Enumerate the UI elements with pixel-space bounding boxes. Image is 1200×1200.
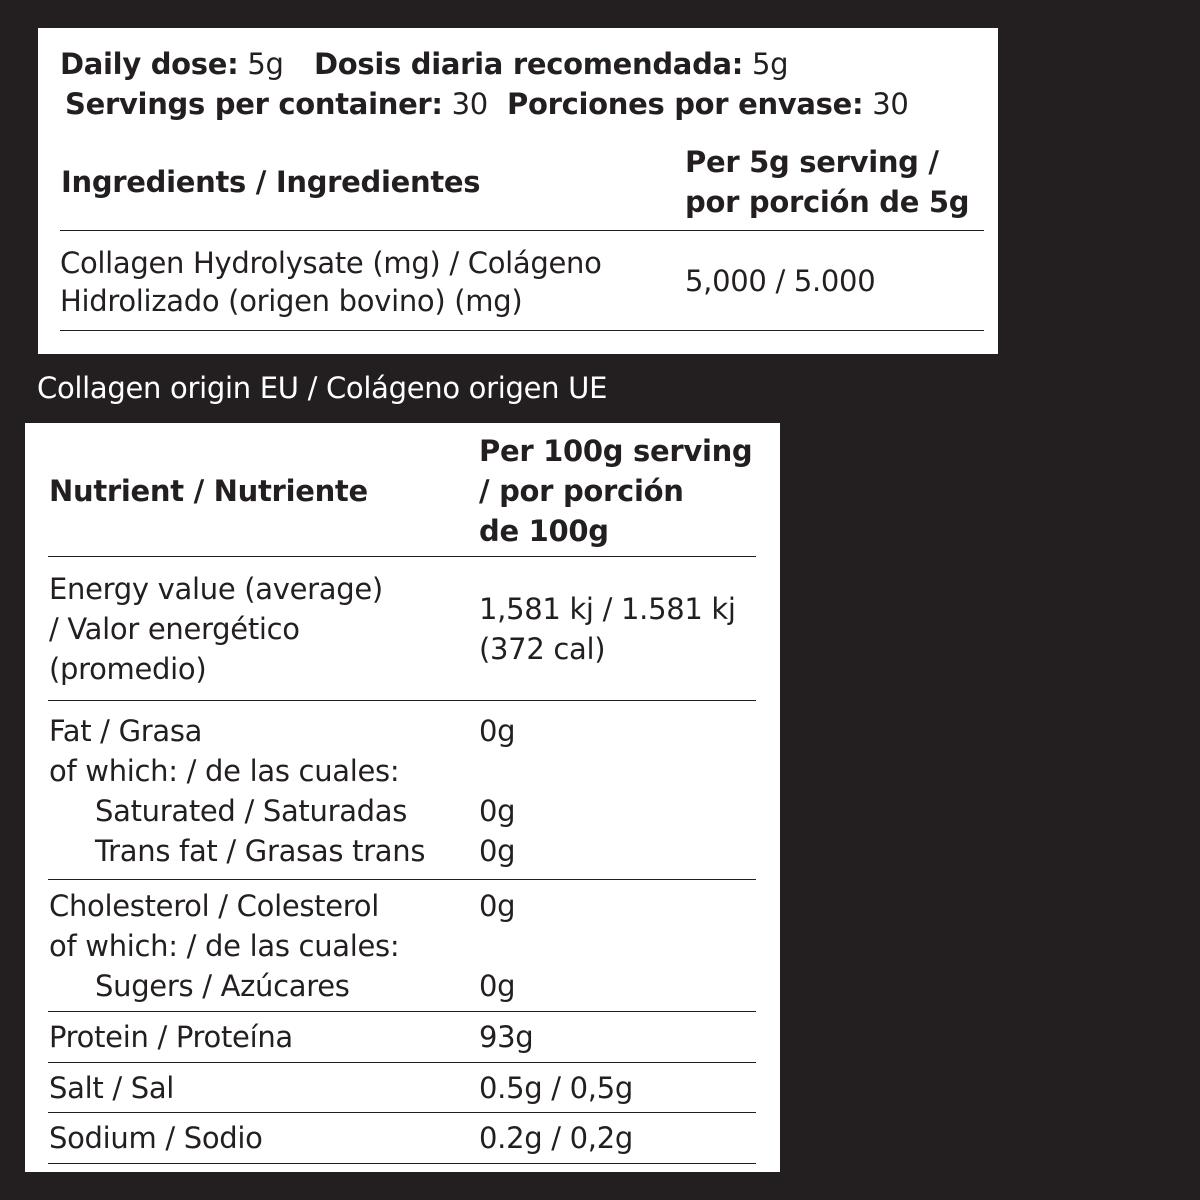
porciones-line: [507, 84, 909, 124]
dosis-diaria-value: 5g: [752, 47, 789, 81]
salt-divider: [48, 1112, 756, 1113]
trans-fat-value: 0g: [479, 834, 516, 868]
cholesterol-of-which: of which: / de las cuales:: [49, 929, 400, 963]
sodium-value: 0.2g / 0,2g: [479, 1121, 633, 1155]
energy-name-line1: Energy value (average): [49, 572, 383, 606]
serving-header-line1: Per 5g serving /: [685, 145, 939, 179]
protein-name: Protein / Proteína: [49, 1020, 293, 1054]
salt-name: Salt / Sal: [49, 1071, 175, 1105]
nutrient-header: Nutrient / Nutriente: [49, 474, 368, 508]
servings-line: [65, 84, 488, 124]
cholesterol-divider: [48, 1011, 756, 1012]
daily-dose-value: 5g: [247, 47, 284, 81]
collagen-value: 5,000 / 5.000: [685, 264, 876, 298]
sodium-name: Sodium / Sodio: [49, 1121, 263, 1155]
energy-name-line2: / Valor energético: [49, 612, 300, 646]
daily-dose-label: Daily dose:: [60, 47, 239, 81]
sodium-divider: [48, 1163, 756, 1164]
sugars-name: Sugers / Azúcares: [95, 969, 350, 1003]
serving-header-line2: por porción de 5g: [685, 185, 970, 219]
ingredients-panel: [38, 28, 998, 354]
sugars-value: 0g: [479, 969, 516, 1003]
collagen-name-line1: Collagen Hydrolysate (mg) / Colágeno: [60, 246, 602, 280]
fat-name: Fat / Grasa: [49, 714, 203, 748]
ingredients-header: Ingredients / Ingredientes: [61, 165, 481, 199]
collagen-name-line2: Hidrolizado (origen bovino) (mg): [60, 284, 523, 318]
saturated-name: Saturated / Saturadas: [95, 794, 408, 828]
fat-divider: [48, 879, 756, 880]
fat-value: 0g: [479, 714, 516, 748]
salt-value: 0.5g / 0,5g: [479, 1071, 633, 1105]
ingredients-bottom-divider: [60, 330, 984, 331]
porciones-value: 30: [872, 87, 909, 121]
collagen-origin-note: Collagen origin EU / Colágeno origen UE: [37, 371, 608, 405]
servings-value: 30: [451, 87, 488, 121]
ingredients-header-divider: [60, 230, 984, 231]
nutrition-panel: [25, 423, 780, 1172]
trans-fat-name: Trans fat / Grasas trans: [95, 834, 426, 868]
energy-value-line1: 1,581 kj / 1.581 kj: [479, 592, 736, 626]
dosis-diaria-label: Dosis diaria recomendada:: [314, 47, 744, 81]
cholesterol-value: 0g: [479, 889, 516, 923]
energy-name-line3: (promedio): [49, 652, 207, 686]
servings-label: Servings per container:: [65, 87, 443, 121]
daily-dose-line: [60, 44, 284, 84]
porciones-label: Porciones por envase:: [507, 87, 864, 121]
energy-value-line2: (372 cal): [479, 632, 606, 666]
nutrition-header-divider: [48, 556, 756, 557]
dosis-diaria-line: [314, 44, 788, 84]
energy-divider: [48, 700, 756, 701]
per-100g-header-line1: Per 100g serving: [479, 434, 753, 468]
fat-of-which: of which: / de las cuales:: [49, 754, 400, 788]
saturated-value: 0g: [479, 794, 516, 828]
per-100g-header-line2: / por porción: [479, 474, 684, 508]
protein-value: 93g: [479, 1020, 534, 1054]
cholesterol-name: Cholesterol / Colesterol: [49, 889, 379, 923]
protein-divider: [48, 1062, 756, 1063]
per-100g-header-line3: de 100g: [479, 514, 609, 548]
